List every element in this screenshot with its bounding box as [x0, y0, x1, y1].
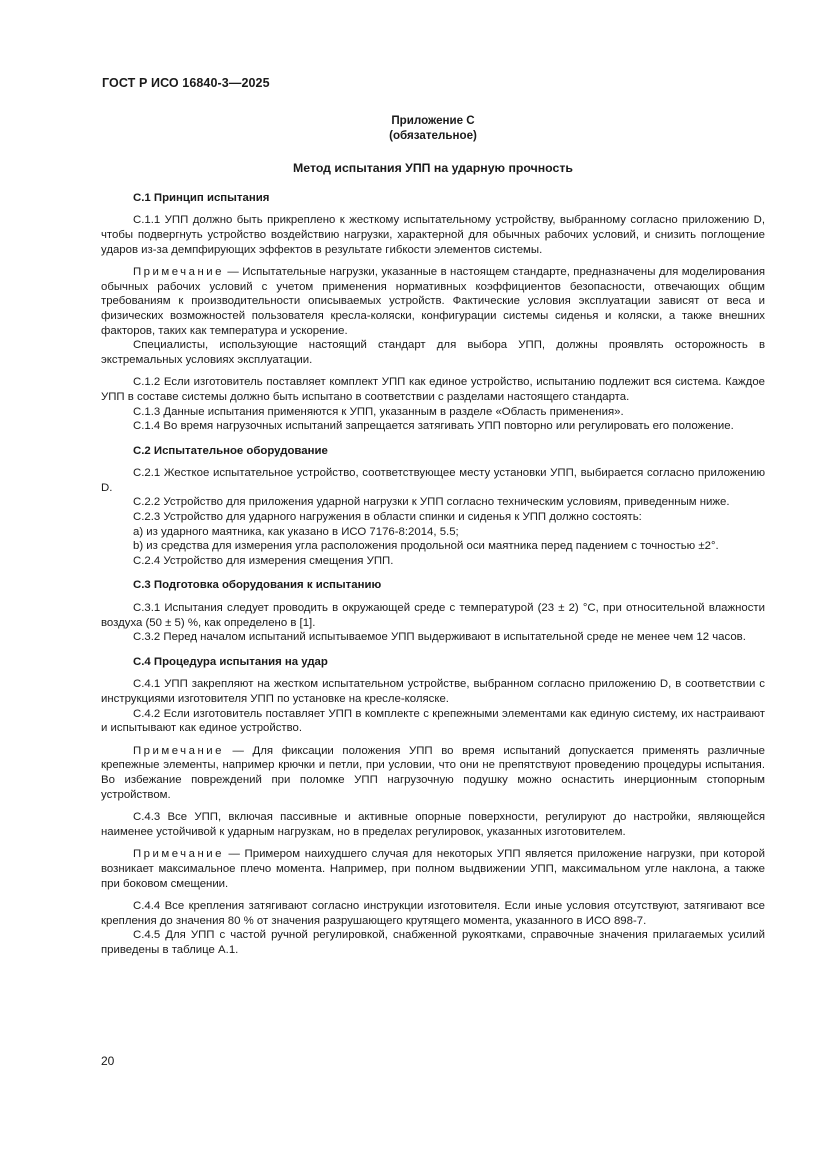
paragraph-c1-4: С.1.4 Во время нагрузочных испытаний запрещается затягивать УПП повторно или регулировать его положение. — [133, 420, 734, 433]
paragraph-c2-4: С.2.4 Устройство для измерения смещения УПП. — [133, 554, 394, 567]
list-item-b: b) из средства для измерения угла расположения продольной оси маятника перед падением с точностью ±2°. — [133, 540, 719, 553]
section-heading-c4: С.4 Процедура испытания на удар — [133, 655, 328, 668]
note-label: Примечание — [133, 848, 224, 861]
paragraph-c1-2: С.1.2 Если изготовитель поставляет комплект УПП как единое устройство, испытанию подлежит вся система. Каждое УПП в составе системы должно быть испытано в соответствии с разделами настоящего стандарта. — [101, 376, 765, 403]
list-item-a: а) из ударного маятника, как указано в ИСО 7176-8:2014, 5.5; — [133, 525, 459, 538]
note-c1 — [101, 265, 765, 338]
note-c4-1 — [101, 744, 765, 802]
standard-designation: ГОСТ Р ИСО 16840-3—2025 — [102, 76, 270, 90]
annex-status: (обязательное) — [389, 128, 477, 142]
note-label: Примечание — [133, 266, 224, 279]
section-heading-c2: С.2 Испытательное оборудование — [133, 444, 328, 457]
paragraph-c1-3: С.1.3 Данные испытания применяются к УПП, указанным в разделе «Область применения». — [133, 405, 624, 418]
paragraph-c3-2: С.3.2 Перед началом испытаний испытываемое УПП выдерживают в испытательной среде не менее чем 12 часов. — [133, 631, 746, 644]
note-text: — Для фиксации положения УПП во время испытаний допускается применять различные крепежные элементы, например крючки и петли, при условии, что они не препятствуют проведению процедуры испытания. Во избежание повреждений при поломке УПП нагрузочную подушку можно оснастить инерционным стопорным устройством. — [101, 744, 765, 801]
paragraph-c4-3: С.4.3 Все УПП, включая пассивные и активные опорные поверхности, регулируют до настройки, являющейся наименее устойчивой к ударным нагрузкам, но в пределах регулировок, указанных изготовителем. — [101, 811, 765, 838]
section-heading-c3: С.3 Подготовка оборудования к испытанию — [133, 579, 382, 592]
note-c4-2 — [101, 847, 765, 891]
paragraph-c4-5: С.4.5 Для УПП с частой ручной регулировкой, снабженной рукоятками, справочные значения прилагаемых усилий приведены в таблице А.1. — [101, 929, 765, 956]
paragraph-c3-1: С.3.1 Испытания следует проводить в окружающей среде с температурой (23 ± 2) °С, при относительной влажности воздуха (50 ± 5) %, как определено в [1]. — [101, 602, 765, 629]
paragraph-c4-2: С.4.2 Если изготовитель поставляет УПП в комплекте с крепежными элементами как единую систему, их настраивают и испытывают как единое устройство. — [101, 707, 765, 735]
section-heading-c1: С.1 Принцип испытания — [133, 191, 270, 204]
paragraph-c1-1: С.1.1 УПП должно быть прикреплено к жесткому испытательному устройству, выбранному согласно приложению D, чтобы подвергнуть устройство воздействию нагрузки, характерной для обычных рабочих условий, и снизить поглощение ударов из-за демпфирующих эффектов в результате гибкости элементов системы. — [101, 214, 765, 256]
note-text: — Примером наихудшего случая для некоторых УПП является приложение нагрузки, при которой возникает максимальное плечо момента. Например, при полном выдвижении УПП, максимальном угле наклона, а также при боковом смещении. — [101, 848, 765, 890]
paragraph-c2-2: С.2.2 Устройство для приложения ударной нагрузки к УПП согласно техническим условиям, приведенным ниже. — [133, 496, 730, 509]
paragraph-c4-4: С.4.4 Все крепления затягивают согласно инструкции изготовителя. Если иные условия отсутствуют, затягивают все крепления до значения 80 % от значения разрушающего крутящего момента, указанного в ИСО 898-7. — [101, 900, 765, 927]
method-title: Метод испытания УПП на ударную прочность — [293, 161, 573, 176]
note-text: — Испытательные нагрузки, указанные в настоящем стандарте, предназначены для моделирования обычных рабочих условий с учетом применения нормативных коэффициентов безопасности, отвечающих общим требованиям к производительности описываемых устройств. Фактические условия эксплуатации зависят от веса и физических возможностей пользователя кресла-коляски, конфигурации системы сиденья и коляски, а также внешних факторов, таких как температура и ускорение. — [101, 266, 765, 337]
note-label: Примечание — [133, 744, 224, 757]
paragraph-c4-1: С.4.1 УПП закрепляют на жестком испытательном устройстве, выбранном согласно приложению D, в соответствии с инструкциями изготовителя УПП по установке на кресле-коляске. — [101, 678, 765, 705]
page-number: 20 — [101, 1054, 115, 1068]
paragraph-c2-3: С.2.3 Устройство для ударного нагружения в области спинки и сиденья к УПП должно состоять: — [133, 511, 642, 524]
page-content — [101, 114, 765, 958]
annex-title: Приложение C — [391, 114, 475, 127]
paragraph-c2-1: С.2.1 Жесткое испытательное устройство, соответствующее месту установки УПП, выбирается согласно приложению D. — [101, 467, 765, 494]
paragraph-c1-note-cont: Специалисты, использующие настоящий стандарт для выбора УПП, должны проявлять осторожность в экстремальных условиях эксплуатации. — [101, 339, 765, 366]
